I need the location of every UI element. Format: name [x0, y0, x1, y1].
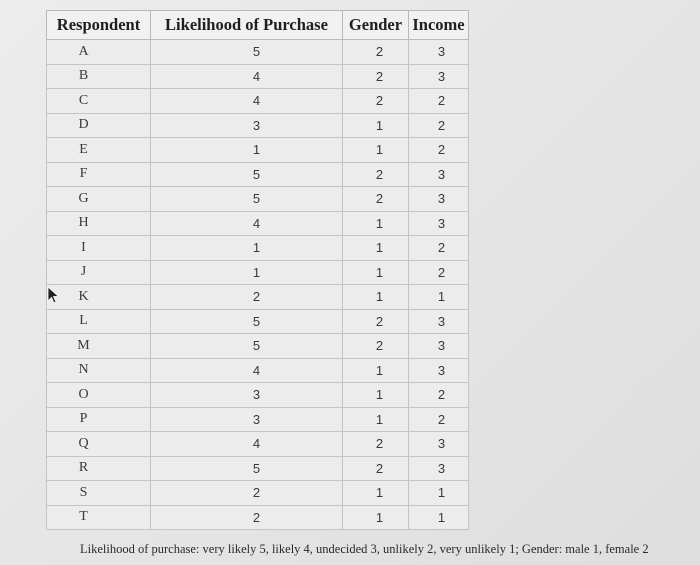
cell-respondent: A	[47, 40, 151, 65]
cell-gender: 2	[343, 187, 409, 212]
cell-gender: 2	[343, 334, 409, 359]
cell-respondent: O	[47, 383, 151, 408]
cell-gender: 1	[343, 138, 409, 163]
cell-gender: 1	[343, 113, 409, 138]
cell-gender: 2	[343, 40, 409, 65]
cell-respondent: C	[47, 89, 151, 114]
cell-gender: 2	[343, 432, 409, 457]
cell-income: 3	[409, 64, 469, 89]
cell-likelihood: 3	[151, 383, 343, 408]
table-row	[47, 334, 469, 359]
cell-likelihood: 4	[151, 64, 343, 89]
cell-likelihood: 5	[151, 187, 343, 212]
cell-gender: 1	[343, 383, 409, 408]
cell-income: 2	[409, 138, 469, 163]
cell-income: 2	[409, 89, 469, 114]
cell-gender: 1	[343, 358, 409, 383]
table-row	[47, 432, 469, 457]
cell-income: 1	[409, 505, 469, 530]
table-row	[47, 138, 469, 163]
table-row	[47, 89, 469, 114]
cell-gender: 1	[343, 285, 409, 310]
cell-gender: 1	[343, 260, 409, 285]
cell-income: 2	[409, 383, 469, 408]
cell-likelihood: 1	[151, 260, 343, 285]
cell-income: 2	[409, 113, 469, 138]
cell-gender: 2	[343, 456, 409, 481]
cell-income: 3	[409, 211, 469, 236]
cell-respondent: I	[47, 236, 151, 261]
cell-income: 3	[409, 432, 469, 457]
table-body	[47, 40, 469, 530]
cell-respondent: K	[47, 285, 151, 310]
cell-gender: 2	[343, 89, 409, 114]
cell-gender: 1	[343, 407, 409, 432]
cell-gender: 2	[343, 162, 409, 187]
cell-income: 2	[409, 260, 469, 285]
cell-likelihood: 5	[151, 456, 343, 481]
cell-likelihood: 5	[151, 40, 343, 65]
cell-likelihood: 2	[151, 481, 343, 506]
cell-income: 2	[409, 407, 469, 432]
cell-likelihood: 4	[151, 358, 343, 383]
cell-income: 3	[409, 187, 469, 212]
cell-income: 1	[409, 481, 469, 506]
cell-respondent: R	[47, 456, 151, 481]
footnote-legend: Likelihood of purchase: very likely 5, likely 4, undecided 3, unlikely 2, very unlikely 1; Gender: male 1, female 2	[80, 542, 649, 556]
cell-gender: 2	[343, 309, 409, 334]
cell-income: 2	[409, 236, 469, 261]
survey-data-table	[46, 10, 469, 530]
cell-respondent: Q	[47, 432, 151, 457]
table-row	[47, 113, 469, 138]
table-header-row	[47, 11, 469, 40]
cell-respondent: T	[47, 505, 151, 530]
table-row	[47, 260, 469, 285]
cell-respondent: B	[47, 64, 151, 89]
cell-respondent: S	[47, 481, 151, 506]
cell-gender: 1	[343, 505, 409, 530]
cell-respondent: H	[47, 211, 151, 236]
header-likelihood-of-purchase: Likelihood of Purchase	[151, 11, 343, 40]
table-row	[47, 285, 469, 310]
cell-likelihood: 1	[151, 236, 343, 261]
table-row	[47, 162, 469, 187]
cell-likelihood: 4	[151, 432, 343, 457]
header-respondent: Respondent	[47, 11, 151, 40]
cell-respondent: F	[47, 162, 151, 187]
cell-income: 3	[409, 40, 469, 65]
table-row	[47, 383, 469, 408]
cell-likelihood: 2	[151, 505, 343, 530]
table-row	[47, 211, 469, 236]
table-row	[47, 309, 469, 334]
cell-respondent: N	[47, 358, 151, 383]
cell-likelihood: 5	[151, 309, 343, 334]
cell-income: 3	[409, 309, 469, 334]
cell-income: 3	[409, 358, 469, 383]
cell-likelihood: 3	[151, 407, 343, 432]
cell-likelihood: 4	[151, 211, 343, 236]
table-row	[47, 40, 469, 65]
table-row	[47, 358, 469, 383]
cell-gender: 1	[343, 481, 409, 506]
table-row	[47, 236, 469, 261]
table-row	[47, 456, 469, 481]
cell-respondent: G	[47, 187, 151, 212]
table-row	[47, 505, 469, 530]
cell-likelihood: 5	[151, 334, 343, 359]
cell-likelihood: 4	[151, 89, 343, 114]
header-gender: Gender	[343, 11, 409, 40]
cell-income: 3	[409, 334, 469, 359]
cell-gender: 1	[343, 211, 409, 236]
cell-likelihood: 3	[151, 113, 343, 138]
cell-income: 1	[409, 285, 469, 310]
cell-respondent: M	[47, 334, 151, 359]
cell-respondent: P	[47, 407, 151, 432]
header-income: Income	[409, 11, 469, 40]
cell-income: 3	[409, 162, 469, 187]
cell-respondent: E	[47, 138, 151, 163]
table-row	[47, 407, 469, 432]
table-row	[47, 64, 469, 89]
cell-respondent: D	[47, 113, 151, 138]
cell-gender: 1	[343, 236, 409, 261]
mouse-pointer-icon	[47, 286, 61, 304]
cell-income: 3	[409, 456, 469, 481]
table-row	[47, 187, 469, 212]
cell-likelihood: 2	[151, 285, 343, 310]
cell-respondent: J	[47, 260, 151, 285]
cell-likelihood: 5	[151, 162, 343, 187]
cell-likelihood: 1	[151, 138, 343, 163]
table-row	[47, 481, 469, 506]
cell-gender: 2	[343, 64, 409, 89]
cell-respondent: L	[47, 309, 151, 334]
